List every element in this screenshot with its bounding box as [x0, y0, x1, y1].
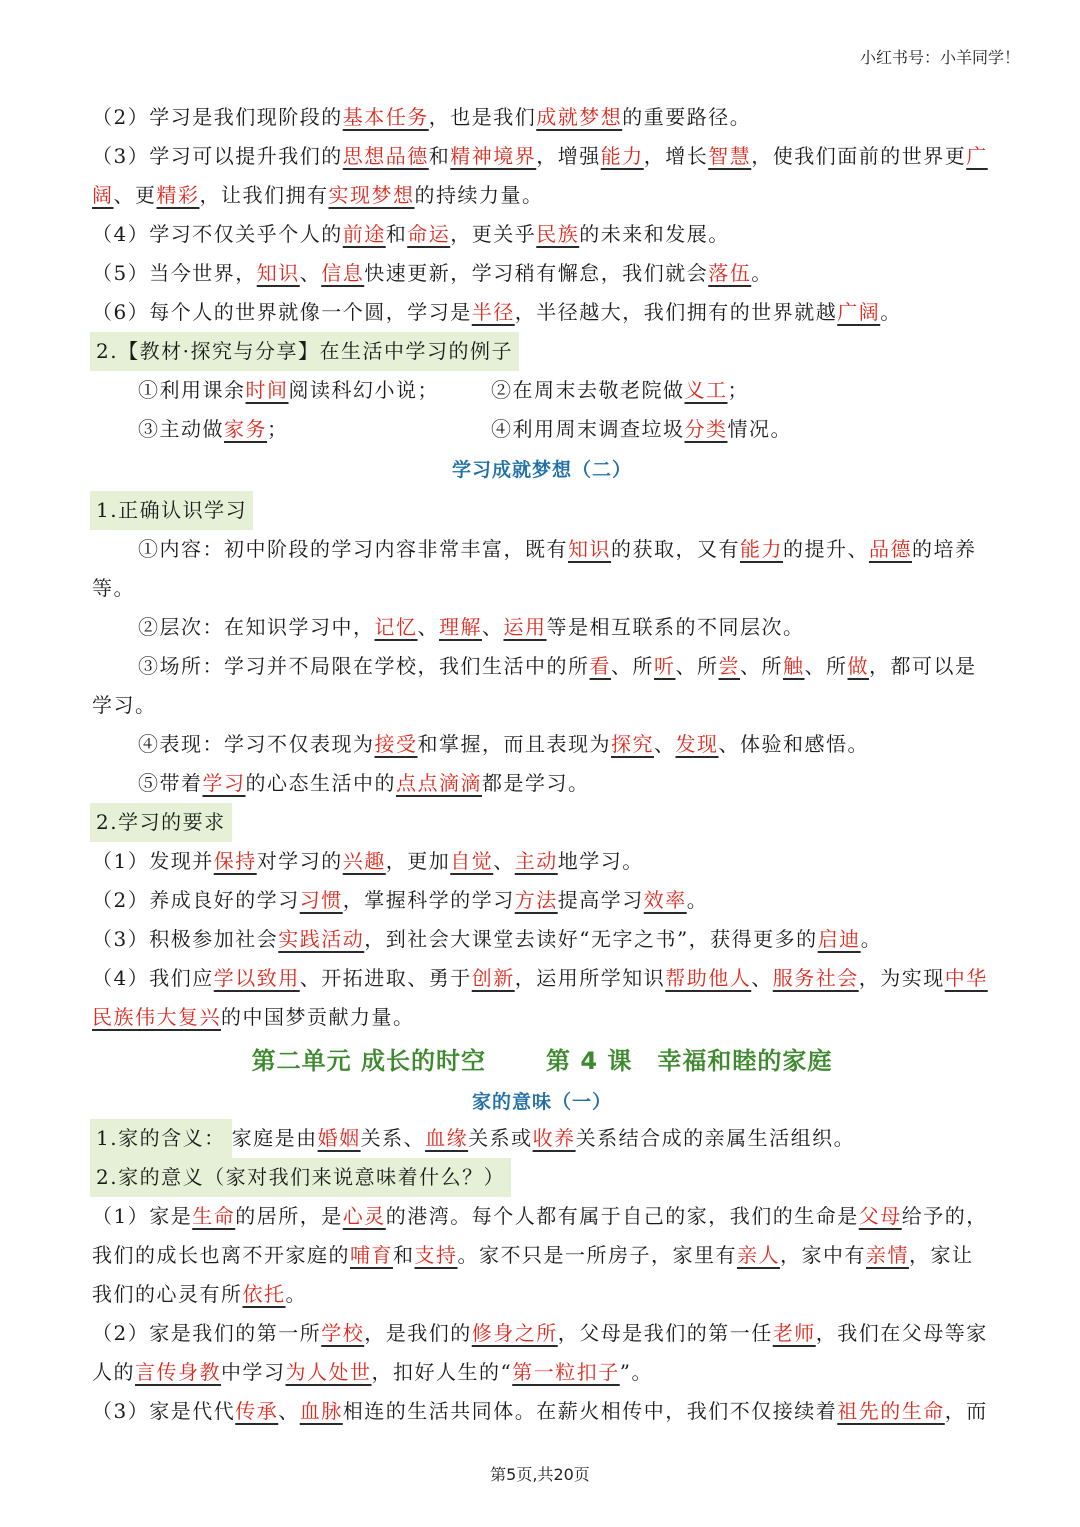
paragraph: （4）我们应学以致用、开拓进取、勇于创新，运用所学知识帮助他人、服务社会，为实现中华民族伟大复兴的中国梦贡献力量。 — [92, 966, 988, 1029]
key-term: 探究 — [611, 732, 654, 756]
key-term: 帮助他人 — [665, 966, 752, 990]
watermark: 小红书号：小羊同学！ — [859, 48, 1020, 67]
key-term: 品德 — [869, 537, 912, 561]
key-term: 信息 — [321, 261, 365, 285]
key-term: 修身之所 — [471, 1321, 558, 1345]
key-term: 民族 — [536, 222, 580, 246]
key-term: 言传身教 — [135, 1360, 221, 1384]
key-term: 学习 — [202, 771, 246, 795]
paragraph: （2）学习是我们现阶段的基本任务，也是我们成就梦想的重要路径。 — [92, 105, 752, 129]
section-title: 学习成就梦想（二） — [451, 459, 632, 481]
key-term: 实现梦想 — [328, 183, 415, 207]
section-tag: 2.【教材·探究与分享】在生活中学习的例子 — [90, 332, 519, 371]
key-term: 生命 — [192, 1204, 236, 1228]
key-term: 父母 — [858, 1204, 902, 1228]
key-term: 能力 — [600, 144, 644, 168]
key-term: 亲情 — [866, 1243, 909, 1267]
section-tag: 1.正确认识学习 — [90, 491, 253, 530]
paragraph: 1.家的含义： 家庭是由婚姻关系、血缘关系或收养关系结合成的亲属生活组织。 — [92, 1119, 992, 1158]
key-term: 触 — [783, 654, 805, 678]
section-title: 家的意味（一） — [471, 1091, 612, 1113]
key-term: 运用 — [503, 615, 547, 639]
paragraph: ②层次：在知识学习中，记忆、理解、运用等是相互联系的不同层次。 — [138, 615, 805, 639]
key-term: 半径 — [471, 300, 515, 324]
key-term: 理解 — [439, 615, 482, 639]
key-term: 思想品德 — [342, 144, 429, 168]
key-term: 知识 — [256, 261, 300, 285]
key-term: 为人处世 — [285, 1360, 372, 1384]
key-term: 亲人 — [737, 1243, 780, 1267]
key-term: 广阔 — [837, 300, 881, 324]
key-term: 前途 — [342, 222, 386, 246]
key-term: 精彩 — [156, 183, 200, 207]
key-term: 义工 — [684, 378, 728, 402]
section-tag: 2.学习的要求 — [90, 803, 232, 842]
key-term: 记忆 — [374, 615, 418, 639]
paragraph: ④表现：学习不仅表现为接受和掌握，而且表现为探究、发现、体验和感悟。 — [138, 732, 869, 756]
paragraph: （6）每个人的世界就像一个圆，学习是半径，半径越大，我们拥有的世界就越广阔。 — [92, 300, 902, 324]
key-term: 哺育 — [350, 1243, 393, 1267]
page-number: 第5页,共20页 — [490, 1465, 590, 1484]
key-term: 主动 — [514, 849, 558, 873]
key-term: 祖先的生命 — [837, 1399, 945, 1423]
paragraph: （1）家是生命的居所，是心灵的港湾。每个人都有属于自己的家，我们的生命是父母给予的，我们的成长也离不开家庭的哺育和支持。家不只是一所房子，家里有亲人，家中有亲情，家让我们的心灵有所依托。 — [92, 1204, 988, 1306]
key-term: 看 — [589, 654, 611, 678]
key-term: 收养 — [532, 1126, 576, 1150]
key-term: 中华民族伟大复兴 — [92, 966, 988, 1029]
key-term: 听 — [654, 654, 676, 678]
unit-title: 第二单元 成长的时空 第 4 课 幸福和睦的家庭 — [251, 1047, 833, 1075]
key-term: 传承 — [235, 1399, 279, 1423]
key-term: 效率 — [643, 888, 687, 912]
example-row: ①利用课余时间阅读科幻小说； ②在周末去敬老院做义工； — [138, 378, 749, 402]
key-term: 成就梦想 — [536, 105, 623, 129]
key-term: 启迪 — [817, 927, 861, 951]
paragraph: （2）家是我们的第一所学校，是我们的修身之所，父母是我们的第一任老师，我们在父母等家人的言传身教中学习为人处世，扣好人生的“第一粒扣子”。 — [92, 1321, 988, 1384]
key-term: 精神境界 — [450, 144, 537, 168]
key-term: 方法 — [514, 888, 558, 912]
key-term: 血脉 — [299, 1399, 343, 1423]
key-term: 知识 — [568, 537, 611, 561]
paragraph: ⑤带着学习的心态生活中的点点滴滴都是学习。 — [138, 771, 590, 795]
key-term: 分类 — [684, 417, 728, 441]
key-term: 学校 — [321, 1321, 365, 1345]
key-term: 家务 — [224, 417, 267, 441]
key-term: 实践活动 — [278, 927, 365, 951]
paragraph: （3）积极参加社会实践活动，到社会大课堂去读好“无字之书”，获得更多的启迪。 — [92, 927, 883, 951]
paragraph: （3）家是代代传承、血脉相连的生活共同体。在薪火相传中，我们不仅接续着祖先的生命，而 — [92, 1399, 988, 1423]
key-term: 发现 — [675, 732, 719, 756]
key-term: 接受 — [374, 732, 418, 756]
key-term: 支持 — [414, 1243, 458, 1267]
paragraph: （2）养成良好的学习习惯，掌握科学的学习方法提高学习效率。 — [92, 888, 709, 912]
key-term: 老师 — [772, 1321, 816, 1345]
key-term: 习惯 — [299, 888, 343, 912]
key-term: 智慧 — [708, 144, 752, 168]
key-term: 自觉 — [450, 849, 494, 873]
paragraph: ③场所：学习并不局限在学校，我们生活中的所看、所听、所尝、所触、所做，都可以是学习。 — [92, 654, 977, 717]
key-term: 第一粒扣子 — [512, 1360, 620, 1384]
paragraph: （3）学习可以提升我们的思想品德和精神境界，增强能力，增长智慧，使我们面前的世界更广阔、更精彩，让我们拥有实现梦想的持续力量。 — [92, 144, 988, 207]
key-term: 落伍 — [708, 261, 752, 285]
key-term: 保持 — [213, 849, 257, 873]
key-term: 婚姻 — [317, 1126, 361, 1150]
key-term: 创新 — [471, 966, 515, 990]
section-tag: 1.家的含义： — [90, 1119, 232, 1158]
key-term: 命运 — [407, 222, 451, 246]
page-content — [92, 98, 992, 1431]
key-term: 兴趣 — [342, 849, 386, 873]
key-term: 血缘 — [425, 1126, 469, 1150]
key-term: 点点滴滴 — [396, 771, 482, 795]
example-row: ③主动做家务； ④利用周末调查垃圾分类情况。 — [138, 417, 792, 441]
paragraph: （4）学习不仅关乎个人的前途和命运，更关乎民族的未来和发展。 — [92, 222, 730, 246]
key-term: 能力 — [740, 537, 783, 561]
section-tag: 2.家的意义（家对我们来说意味着什么？） — [90, 1158, 511, 1197]
key-term: 广阔 — [92, 144, 988, 207]
paragraph: （1）发现并保持对学习的兴趣，更加自觉、主动地学习。 — [92, 849, 644, 873]
key-term: 尝 — [718, 654, 740, 678]
key-term: 学以致用 — [213, 966, 300, 990]
paragraph: ①内容：初中阶段的学习内容非常丰富，既有知识的获取，又有能力的提升、品德的培养等。 — [92, 537, 977, 600]
key-term: 时间 — [245, 378, 289, 402]
paragraph: （5）当今世界，知识、信息快速更新，学习稍有懈怠，我们就会落伍。 — [92, 261, 773, 285]
key-term: 做 — [847, 654, 869, 678]
key-term: 基本任务 — [342, 105, 429, 129]
key-term: 心灵 — [342, 1204, 386, 1228]
key-term: 服务社会 — [772, 966, 859, 990]
key-term: 依托 — [242, 1282, 286, 1306]
